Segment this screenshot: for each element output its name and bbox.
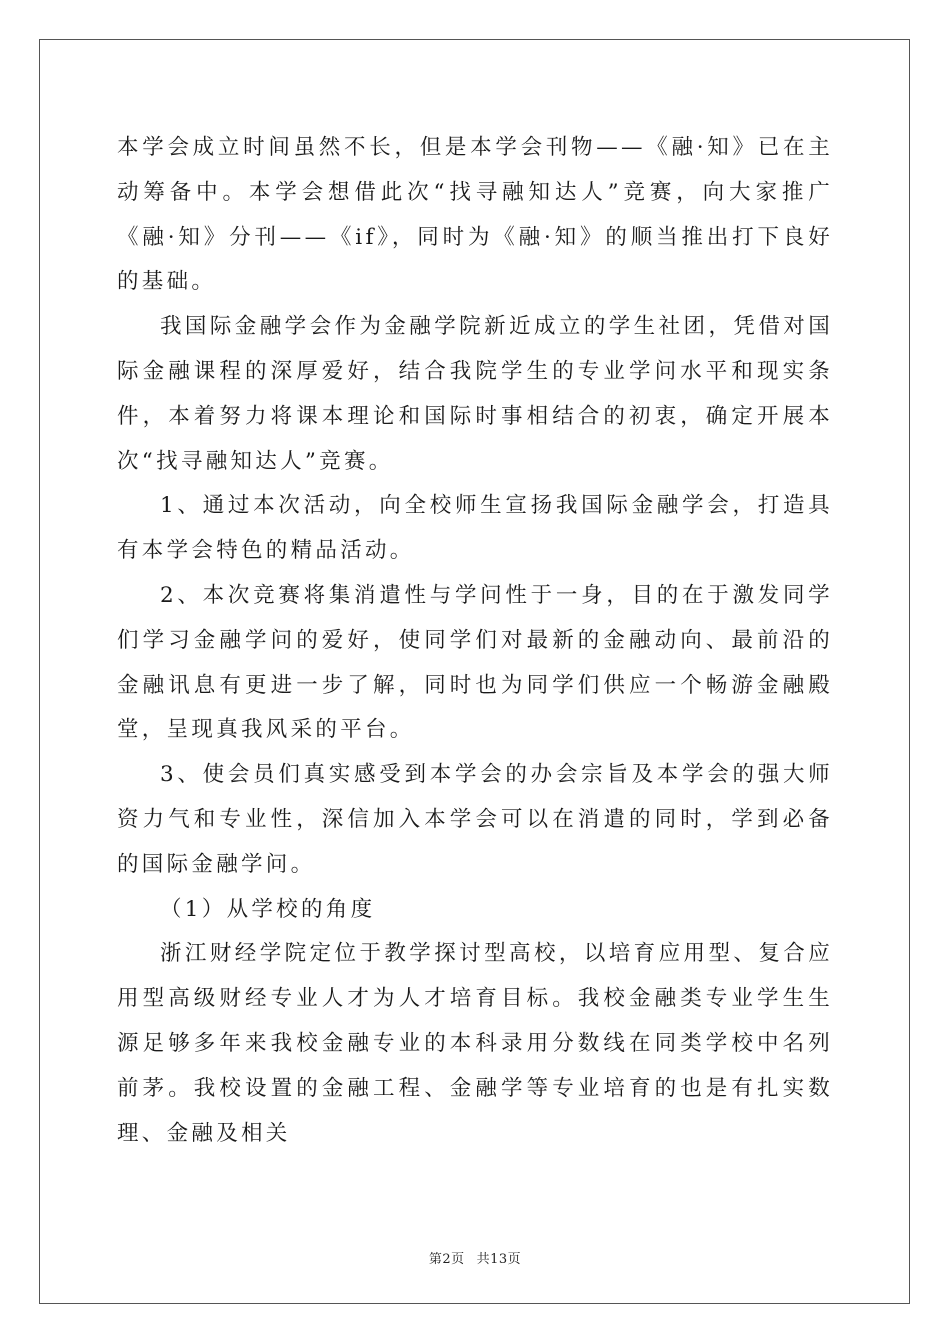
page-total: 共13页 bbox=[476, 1252, 522, 1267]
paragraph-1: 本学会成立时间虽然不长，但是本学会刊物——《融·知》已在主动筹备中。本学会想借此次“找寻融知达人”竞赛，向大家推广《融·知》分刊——《if》，同时为《融·知》的顺当推出打下良好的基础。 bbox=[117, 135, 833, 295]
paragraph-5: 3、使会员们真实感受到本学会的办会宗旨及本学会的强大师资力气和专业性，深信加入本学会可以在消遣的同时，学到必备的国际金融学问。 bbox=[117, 762, 833, 877]
page-footer bbox=[0, 1248, 950, 1267]
paragraph-3: 1、通过本次活动，向全校师生宣扬我国际金融学会，打造具有本学会特色的精品活动。 bbox=[117, 493, 833, 564]
page-number: 第2页 bbox=[428, 1252, 465, 1267]
document-body bbox=[117, 126, 833, 1156]
paragraph-2: 我国际金融学会作为金融学院新近成立的学生社团，凭借对国际金融课程的深厚爱好，结合我院学生的专业学问水平和现实条件，本着努力将课本理论和国际时事相结合的初衷，确定开展本次“找寻融知达人”竞赛。 bbox=[117, 314, 833, 474]
paragraph-7: 浙江财经学院定位于教学探讨型高校，以培育应用型、复合应用型高级财经专业人才为人才培育目标。我校金融类专业学生生源足够多年来我校金融专业的本科录用分数线在同类学校中名列前茅。我校设置的金融工程、金融学等专业培育的也是有扎实数理、金融及相关 bbox=[117, 941, 833, 1146]
paragraph-4: 2、本次竞赛将集消遣性与学问性于一身，目的在于激发同学们学习金融学问的爱好，使同学们对最新的金融动向、最前沿的金融讯息有更进一步了解，同时也为同学们供应一个畅游金融殿堂，呈现真我风采的平台。 bbox=[117, 582, 833, 743]
paragraph-6-heading: （1）从学校的角度 bbox=[160, 896, 376, 922]
